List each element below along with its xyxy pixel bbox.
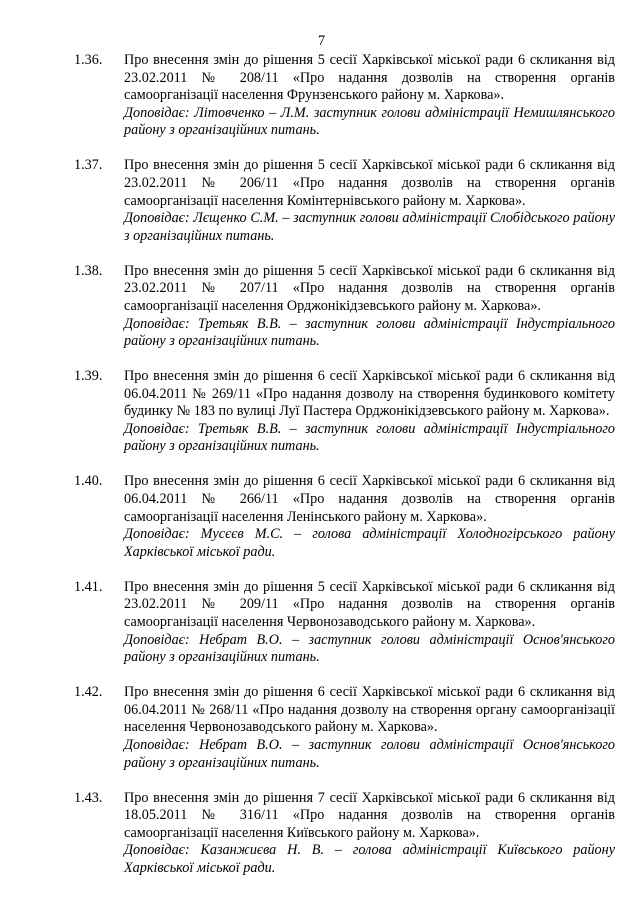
item-number: 1.39. [74, 368, 103, 385]
item-title: Про внесення змін до рішення 7 сесії Харківської міської ради 6 скликання від 18.05.2011 № 316/11 «Про надання дозволів на створення органів самоорганізації населення Київського району м. Харкова». [124, 789, 615, 841]
item-reporter: Доповідає: Небрат В.О. – заступник голови адміністрації Основ'янського району з організаційних питань. [124, 631, 615, 666]
page-number: 7 [317, 33, 326, 49]
item-reporter: Доповідає: Мусєєв М.С. – голова адміністрації Холодногірського району Харківської міської ради. [124, 526, 615, 560]
item-number: 1.36. [74, 52, 103, 68]
item-title: Про внесення змін до рішення 5 сесії Харківської міської ради 6 скликання від 23.02.2011 № 207/11 «Про надання дозволів на створення органів самоорганізації населення Орджонікідзевського району м. Харкова». [124, 262, 615, 314]
item-reporter: Доповідає: Третьяк В.В. – заступник голови адміністрації Індустріального району з організаційних питань. [124, 420, 615, 455]
agenda-item [74, 368, 615, 456]
item-reporter: Доповідає: Третьяк В.В. – заступник голови адміністрації Індустріального району з організаційних питань. [124, 315, 615, 350]
agenda-item [74, 263, 615, 351]
item-title: Про внесення змін до рішення 6 сесії Харківської міської ради 6 скликання від 06.04.2011 № 268/11 «Про надання дозволу на створення органу самоорганізації населення Червонозаводського району м. Харкова». [124, 684, 615, 736]
item-number: 1.38. [74, 262, 103, 279]
agenda-item [74, 157, 615, 245]
agenda-item [74, 790, 615, 878]
agenda-item [74, 473, 615, 561]
item-title: Про внесення змін до рішення 5 сесії Харківської міської ради 6 скликання від 23.02.2011 № 208/11 «Про надання дозволів на створення органів самоорганізації населення Фрунзенського району м. Харкова». [124, 52, 615, 104]
agenda-item [74, 579, 615, 667]
agenda-item [74, 52, 615, 140]
item-title: Про внесення змін до рішення 6 сесії Харківської міської ради 6 скликання від 06.04.2011 № 269/11 «Про надання дозволу на створення будинкового комітету будинку № 183 по вулиці Луї Пастера Орджонікідзевського району м. Харкова». [124, 368, 615, 420]
item-title: Про внесення змін до рішення 5 сесії Харківської міської ради 6 скликання від 23.02.2011 № 206/11 «Про надання дозволів на створення органів самоорганізації населення Комінтернівського району м. Харкова». [124, 157, 615, 209]
item-number: 1.42. [74, 684, 103, 701]
item-number: 1.43. [74, 789, 103, 806]
agenda-list [74, 52, 615, 895]
item-reporter: Доповідає: Казанжиєва Н. В. – голова адміністрації Київського району Харківської міської ради. [124, 842, 615, 876]
item-reporter: Доповідає: Небрат В.О. – заступник голови адміністрації Основ'янського району з організаційних питань. [124, 736, 615, 771]
item-number: 1.40. [74, 473, 103, 490]
item-reporter: Доповідає: Лєщенко С.М. – заступник голови адміністрації Слобідського району з організаційних питань. [124, 210, 615, 244]
item-number: 1.37. [74, 157, 103, 174]
item-title: Про внесення змін до рішення 5 сесії Харківської міської ради 6 скликання від 23.02.2011 № 209/11 «Про надання дозволів на створення органів самоорганізації населення Червонозаводського району м. Харкова». [124, 578, 615, 630]
item-number: 1.41. [74, 578, 103, 595]
item-reporter: Доповідає: Літовченко – Л.М. заступник голови адміністрації Немишлянського району з організаційних питань. [124, 104, 615, 139]
item-title: Про внесення змін до рішення 6 сесії Харківської міської ради 6 скликання від 06.04.2011 № 266/11 «Про надання дозволів на створення органів самоорганізації населення Ленінського району м. Харкова». [124, 473, 615, 525]
agenda-item [74, 684, 615, 772]
